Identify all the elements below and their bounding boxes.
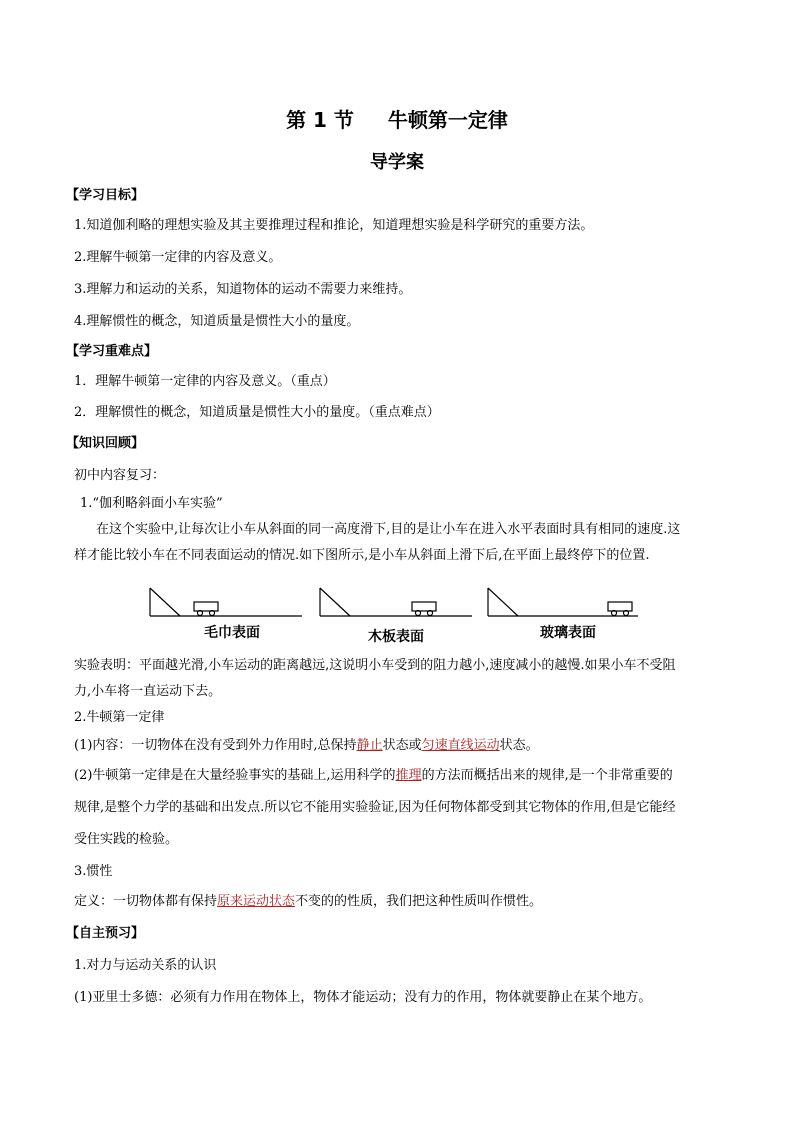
experiment-title: 1.“伽利略斜面小车实验” — [80, 496, 223, 511]
board-incline — [320, 588, 472, 616]
page-title — [0, 104, 794, 133]
law-note-text: 的方法而概括出来的规律,是一个非常重要的 — [421, 768, 673, 783]
inertia-definition — [74, 892, 734, 912]
section-number: 第 1 节 — [286, 108, 354, 132]
preview-heading: 【自主预习】 — [66, 926, 145, 941]
keypoint-item-1: 1．理解牛顿第一定律的内容及意义。（重点） — [74, 374, 336, 389]
keypoint-item-2: 2．理解惯性的概念，知道质量是惯性大小的量度。（重点难点） — [74, 405, 440, 420]
result-line-1: 实验表明：平面越光滑,小车运动的距离越远,这说明小车受到的阻力越小,速度减小的越慢.如果小车不受阻 — [74, 658, 676, 673]
result-line-2: 力,小车将一直运动下去。 — [74, 684, 222, 699]
goal-item-2: 2.理解牛顿第一定律的内容及意义。 — [74, 250, 282, 265]
law-content-text: 状态或 — [382, 738, 422, 753]
goal-item-3: 3.理解力和运动的关系，知道物体的运动不需要力来维持。 — [74, 282, 412, 297]
incline-experiment-figure — [140, 584, 660, 644]
inertia-text: 不变的的性质，我们把这种性质叫作惯性。 — [295, 894, 543, 909]
glass-incline — [488, 588, 638, 616]
towel-incline — [150, 588, 302, 616]
law-title: 2.牛顿第一定律 — [74, 710, 165, 725]
law-content-text: (1)内容：一切物体在没有受到外力作用时,总保持 — [74, 738, 357, 753]
preview-item-1-1: (1)亚里士多德：必须有力作用在物体上，物体才能运动；没有力的作用，物体就要静止在某个地方。 — [74, 990, 652, 1005]
page-subtitle: 导学案 — [370, 152, 424, 173]
answer-reasoning: 推理 — [395, 768, 422, 783]
towel-surface-label: 毛巾表面 — [204, 625, 260, 641]
inertia-text: 定义：一切物体都有保持 — [74, 894, 218, 909]
preview-item-1: 1.对力与运动关系的认识 — [74, 958, 217, 973]
answer-static: 静止 — [356, 738, 383, 753]
law-content-text: 状态。 — [499, 738, 539, 753]
goal-item-4: 4.理解惯性的概念，知道质量是惯性大小的量度。 — [74, 314, 360, 329]
glass-surface-label: 玻璃表面 — [540, 625, 596, 641]
review-intro: 初中内容复习： — [74, 468, 166, 483]
keypoints-heading: 【学习重难点】 — [66, 344, 158, 359]
experiment-paragraph-line-2: 样才能比较小车在不同表面运动的情况.如下图所示,是小车从斜面上滑下后,在平面上最终停下的位置. — [74, 548, 650, 563]
law-note-line-1 — [74, 766, 734, 786]
goals-heading: 【学习目标】 — [66, 188, 145, 203]
law-note-text: (2)牛顿第一定律是在大量经验事实的基础上,运用科学的 — [74, 768, 396, 783]
section-name: 牛顿第一定律 — [387, 108, 508, 132]
answer-original-state: 原来运动状态 — [217, 894, 296, 909]
inertia-title: 3.惯性 — [74, 864, 113, 879]
law-content — [74, 736, 734, 756]
board-surface-label: 木板表面 — [368, 629, 424, 645]
goal-item-1: 1.知道伽利略的理想实验及其主要推理过程和推论，知道理想实验是科学研究的重要方法。 — [74, 218, 594, 233]
law-note-line-3: 受住实践的检验。 — [74, 832, 179, 847]
law-note-line-2: 规律,是整个力学的基础和出发点.所以它不能用实验验证,因为任何物体都受到其它物体的作用,但是它能经 — [74, 800, 676, 815]
experiment-paragraph-line-1: 在这个实验中,让每次让小车从斜面的同一高度滑下,目的是让小车在进入水平表面时具有相同的速度.这 — [96, 522, 681, 537]
answer-uniform-motion: 匀速直线运动 — [421, 738, 500, 753]
review-heading: 【知识回顾】 — [66, 436, 145, 451]
